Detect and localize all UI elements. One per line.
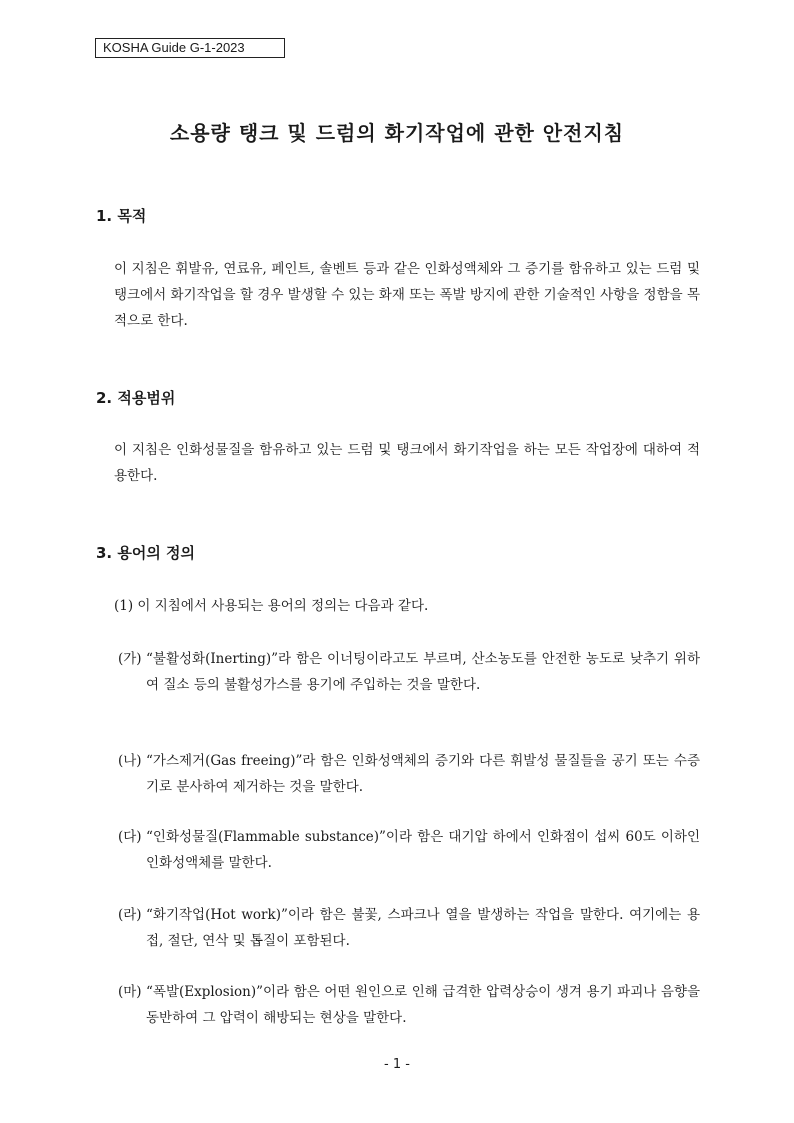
document-title: 소용량 탱크 및 드럼의 화기작업에 관한 안전지침 xyxy=(169,121,625,145)
definition-item-hot-work xyxy=(118,902,700,954)
section-heading-purpose: 1. 목적 xyxy=(96,207,147,225)
definition-marker: (라) xyxy=(118,907,142,923)
definition-marker: (나) xyxy=(118,753,142,769)
definition-text: “가스제거(Gas freeing)”라 함은 인화성액체의 증기와 다른 휘발성 물질들을 공기 또는 수증기로 분사하여 제거하는 것을 말한다. xyxy=(146,753,700,795)
section-heading-definitions: 3. 용어의 정의 xyxy=(96,544,196,562)
definition-text: “불활성화(Inerting)”라 함은 이너팅이라고도 부르며, 산소농도를 안전한 농도로 낮추기 위하여 질소 등의 불활성가스를 용기에 주입하는 것을 말한다. xyxy=(146,651,700,693)
definition-item-inerting xyxy=(118,646,700,698)
guide-code-box: KOSHA Guide G-1-2023 xyxy=(95,38,285,58)
definition-text: “화기작업(Hot work)”이라 함은 불꽃, 스파크나 열을 발생하는 작업을 말한다. 여기에는 용접, 절단, 연삭 및 톱질이 포함된다. xyxy=(146,907,700,949)
section-body-scope: 이 지침은 인화성물질을 함유하고 있는 드럼 및 탱크에서 화기작업을 하는 모든 작업장에 대하여 적용한다. xyxy=(114,442,700,484)
definitions-intro: (1) 이 지침에서 사용되는 용어의 정의는 다음과 같다. xyxy=(114,598,429,614)
definition-item-explosion xyxy=(118,979,700,1031)
definition-marker: (마) xyxy=(118,984,142,1000)
definition-item-flammable-substance xyxy=(118,824,700,876)
section-heading-scope: 2. 적용범위 xyxy=(96,389,176,407)
definition-text: “폭발(Explosion)”이라 함은 어떤 원인으로 인해 급격한 압력상승이 생겨 용기 파괴나 음향을 동반하여 그 압력이 해방되는 현상을 말한다. xyxy=(146,984,700,1026)
section-body-purpose: 이 지침은 휘발유, 연료유, 페인트, 솔벤트 등과 같은 인화성액체와 그 증기를 함유하고 있는 드럼 및 탱크에서 화기작업을 할 경우 발생할 수 있는 화재 또는 폭발 방지에 관한 기술적인 사항을 정함을 목적으로 한다. xyxy=(114,261,701,329)
definition-marker: (다) xyxy=(118,829,142,845)
definition-text: “인화성물질(Flammable substance)”이라 함은 대기압 하에서 인화점이 섭씨 60도 이하인 인화성액체를 말한다. xyxy=(146,829,700,871)
definition-item-gas-freeing xyxy=(118,748,700,800)
page-number: - 1 - xyxy=(384,1057,410,1072)
definition-marker: (가) xyxy=(118,651,142,667)
